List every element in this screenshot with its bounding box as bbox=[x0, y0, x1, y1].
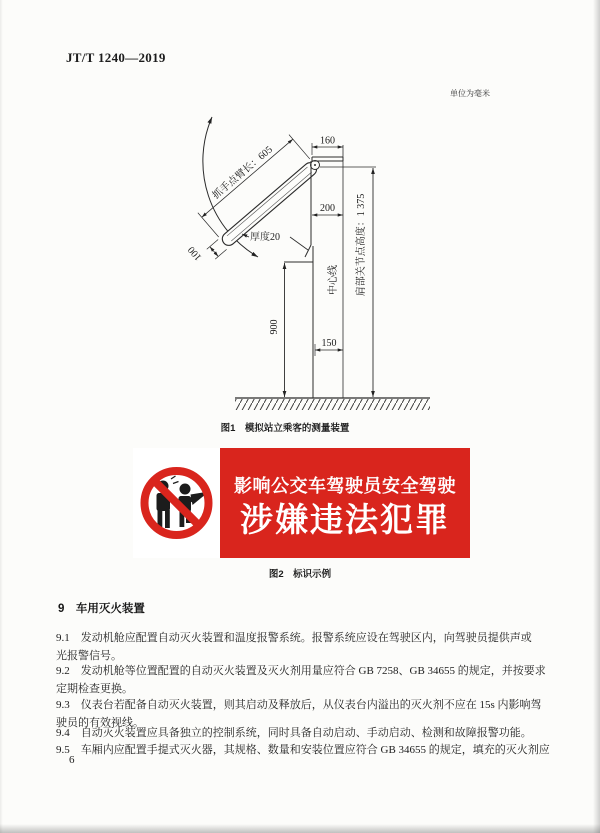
thickness-label: 厚度20 bbox=[250, 232, 280, 243]
arm-end-width-label: 100 bbox=[186, 244, 205, 263]
arm-length-dimension bbox=[202, 139, 293, 217]
standard-number: JT/T 1240—2019 bbox=[66, 50, 166, 65]
clause-9-2 bbox=[56, 663, 548, 698]
no-interfering-with-bus-driver-icon bbox=[133, 448, 220, 558]
upper-offset-label: 200 bbox=[320, 203, 335, 214]
clause-line: 驶员的有效视线。 bbox=[56, 716, 144, 729]
scan-edge-left bbox=[0, 0, 3, 833]
figure2-caption: 图2 标识示例 bbox=[268, 569, 332, 580]
sign-warning-line: 影响公交车驾驶员安全驾驶 bbox=[234, 475, 456, 496]
prohibition-panel bbox=[133, 448, 220, 558]
top-width-label: 160 bbox=[320, 135, 335, 147]
clause-line: 光报警信号。 bbox=[56, 649, 122, 662]
clause-9-4 bbox=[56, 725, 548, 743]
sign-text-panel bbox=[220, 448, 470, 558]
clause-9-1 bbox=[56, 630, 548, 665]
warning-sign bbox=[133, 448, 470, 558]
section-heading: 9 车用灭火装置 bbox=[58, 603, 145, 615]
scan-edge-right bbox=[593, 0, 600, 833]
clause-line: 定期检查更换。 bbox=[56, 682, 133, 695]
shoulder-height-label: 肩部关节点高度：1 375 bbox=[356, 193, 367, 297]
scan-edge-bottom bbox=[0, 824, 600, 833]
clause-9-5 bbox=[56, 742, 548, 760]
center-line-label: 中心线 bbox=[328, 265, 339, 295]
clause-line: 9.2 发动机舱等位置配置的自动灭火装置及灭火剂用量应符合 GB 7258、GB 34655 的规定，并按要求 bbox=[56, 665, 546, 677]
ground-hatching bbox=[235, 399, 430, 410]
figure1-technical-drawing bbox=[150, 95, 450, 415]
column-height-label: 900 bbox=[269, 319, 280, 335]
lower-offset-label: 150 bbox=[321, 338, 337, 349]
clause-line: 9.1 发动机舱应配置自动灭火装置和温度报警系统。报警系统应设在驾驶区内，向驾驶员提供声或 bbox=[56, 632, 532, 644]
units-note: 单位为毫米 bbox=[450, 89, 490, 98]
clause-line: 9.5 车厢内应配置手提式灭火器，其规格、数量和安装位置应符合 GB 34655 的规定，填充的灭火剂应 bbox=[56, 744, 550, 756]
sign-violation-line: 涉嫌违法犯罪 bbox=[240, 500, 450, 538]
figure1-caption: 图1 模拟站立乘客的测量装置 bbox=[220, 423, 350, 434]
page-number: 6 bbox=[69, 754, 75, 766]
clause-line: 9.3 仪表台若配备自动灭火装置，则其启动及释放后，从仪表台内溢出的灭火剂不应在 15s 内影响驾 bbox=[56, 699, 542, 711]
clause-line: 9.4 自动灭火装置应具备独立的控制系统，同时具备自动启动、手动启动、检测和故障报警功能。 bbox=[56, 727, 532, 739]
arm-length-label: 抓手点臂长：605 bbox=[210, 144, 275, 202]
